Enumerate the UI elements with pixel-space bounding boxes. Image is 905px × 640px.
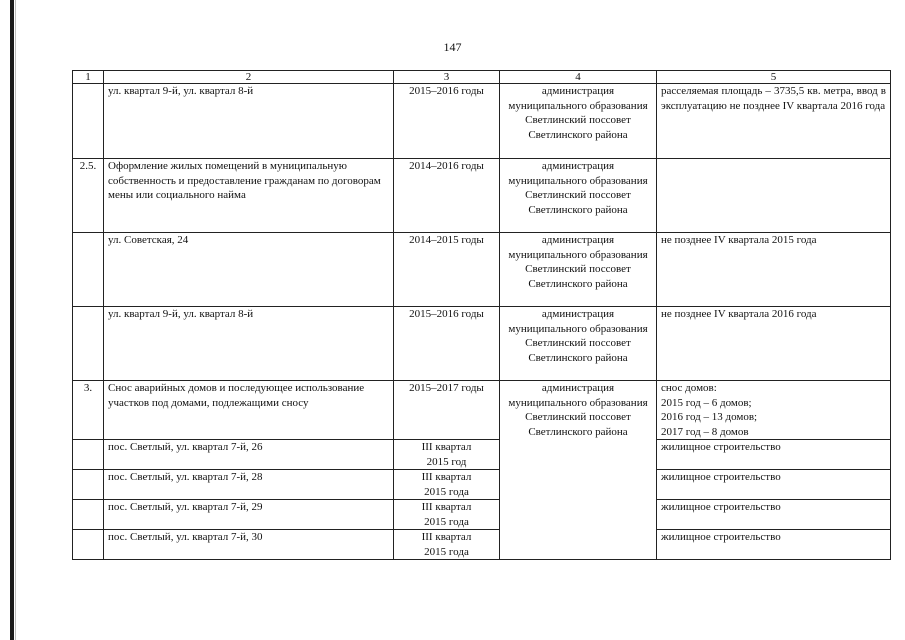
row-number: 2.5.: [73, 159, 104, 233]
table-row: [73, 84, 891, 159]
row-period: 2015–2016 годы: [394, 307, 500, 381]
row-name: пос. Светлый, ул. квартал 7-й, 29: [104, 500, 394, 530]
row-executor: администрация муниципального образования Светлинский поссовет Светлинского района: [500, 233, 657, 307]
period-line: III квартал: [421, 531, 472, 543]
row-name: ул. Советская, 24: [104, 233, 394, 307]
period-line: 2015 года: [424, 515, 469, 528]
header-col-5: 5: [657, 71, 891, 84]
result-line: 2017 год – 8 домов: [661, 425, 749, 438]
row-result: расселяемая площадь – 3735,5 кв. метра, ввод в эксплуатацию не позднее IV квартала 2016 года: [657, 84, 891, 159]
scan-edge-shadow: [15, 0, 16, 640]
table-row: [73, 233, 891, 307]
header-col-1: 1: [73, 71, 104, 84]
row-result: жилищное строительство: [657, 530, 891, 560]
row-result: жилищное строительство: [657, 440, 891, 470]
row-executor: администрация муниципального образования Светлинский поссовет Светлинского района: [500, 84, 657, 159]
result-line: 2015 год – 6 домов;: [661, 396, 752, 409]
row-result: [657, 381, 891, 440]
header-col-4: 4: [500, 71, 657, 84]
row-result: жилищное строительство: [657, 500, 891, 530]
row-result: [657, 159, 891, 233]
row-name: пос. Светлый, ул. квартал 7-й, 26: [104, 440, 394, 470]
page-number: 147: [443, 40, 462, 54]
period-line: 2015 года: [424, 485, 469, 498]
header-row: [73, 71, 891, 84]
row-period: [394, 440, 500, 470]
period-line: 2015 года: [424, 545, 469, 558]
period-line: 2015 год: [426, 455, 467, 468]
scan-edge-bar: [10, 0, 14, 640]
row-period: 2014–2016 годы: [394, 159, 500, 233]
row-period: [394, 530, 500, 560]
row-number: [73, 440, 104, 470]
result-line: 2016 год – 13 домов;: [661, 411, 758, 423]
table-row: [73, 530, 891, 560]
table-row: [73, 307, 891, 381]
row-number: [73, 84, 104, 159]
period-line: III квартал: [421, 501, 472, 513]
row-executor-merged: администрация муниципального образования Светлинский поссовет Светлинского района: [500, 381, 657, 560]
row-number: [73, 307, 104, 381]
row-name: Снос аварийных домов и последующее использование участков под домами, подлежащими сносу: [104, 381, 394, 440]
table-row: [73, 440, 891, 470]
program-table: [72, 70, 891, 560]
row-period: [394, 500, 500, 530]
row-period: [394, 470, 500, 500]
row-result: жилищное строительство: [657, 470, 891, 500]
header-col-3: 3: [394, 71, 500, 84]
period-line: III квартал: [421, 471, 472, 483]
row-number: [73, 500, 104, 530]
row-result: не позднее IV квартала 2015 года: [657, 233, 891, 307]
row-number: 3.: [73, 381, 104, 440]
period-line: III квартал: [421, 441, 472, 453]
row-name: пос. Светлый, ул. квартал 7-й, 30: [104, 530, 394, 560]
header-col-2: 2: [104, 71, 394, 84]
table-row-section-3: [73, 381, 891, 440]
row-name: ул. квартал 9-й, ул. квартал 8-й: [104, 307, 394, 381]
row-number: [73, 530, 104, 560]
table-row: [73, 159, 891, 233]
row-name: пос. Светлый, ул. квартал 7-й, 28: [104, 470, 394, 500]
row-number: [73, 470, 104, 500]
row-executor: администрация муниципального образования Светлинский поссовет Светлинского района: [500, 307, 657, 381]
row-period: 2014–2015 годы: [394, 233, 500, 307]
row-name: Оформление жилых помещений в муниципальную собственность и предоставление гражданам по договорам мены или социального найма: [104, 159, 394, 233]
row-result: не позднее IV квартала 2016 года: [657, 307, 891, 381]
row-name: ул. квартал 9-й, ул. квартал 8-й: [104, 84, 394, 159]
table-row: [73, 470, 891, 500]
row-period: 2015–2016 годы: [394, 84, 500, 159]
table-row: [73, 500, 891, 530]
row-executor: администрация муниципального образования Светлинский поссовет Светлинского района: [500, 159, 657, 233]
result-line: снос домов:: [661, 382, 717, 394]
row-number: [73, 233, 104, 307]
row-period: 2015–2017 годы: [394, 381, 500, 440]
